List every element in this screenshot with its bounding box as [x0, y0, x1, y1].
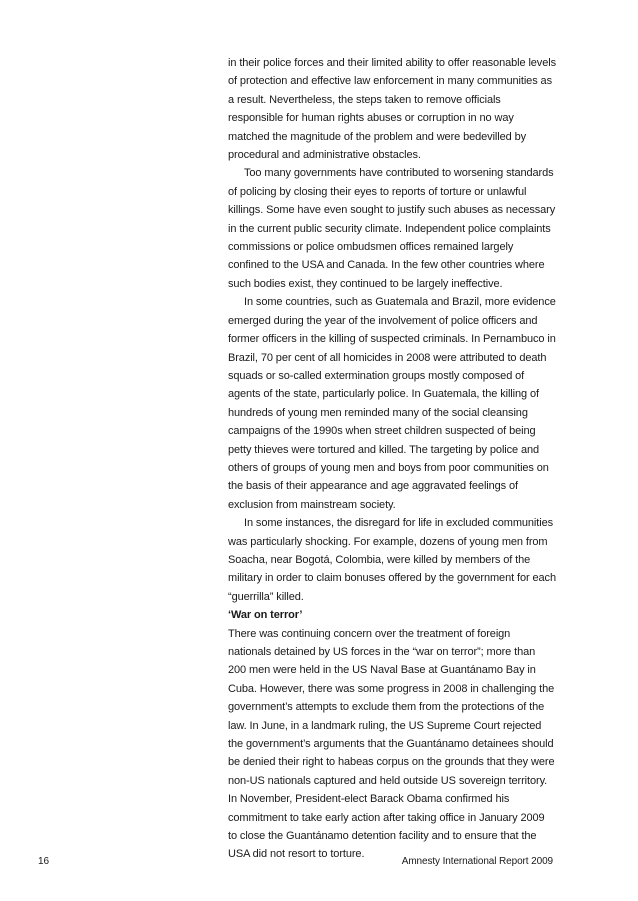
body-text [228, 54, 556, 864]
paragraph-continued: in their police forces and their limited ability to offer reasonable levels of protection and effective law enforcement in many communities as a result. Nevertheless, the steps taken to remove officials responsible for human rights abuses or corruption in no way matched the magnitude of the problem and were bedevilled by procedural and administrative obstacles. [228, 57, 556, 162]
paragraph: Too many governments have contributed to worsening standards of policing by closing their eyes to reports of torture or unlawful killings. Some have even sought to justify such abuses as necessary in the current public security climate. Independent police complaints commissions or police ombudsmen offices remained largely confined to the USA and Canada. In the few other countries where such bodies exist, they continued to be largely ineffective. [228, 167, 556, 290]
paragraph: In some countries, such as Guatemala and Brazil, more evidence emerged during the year of the involvement of police officers and former officers in the killing of suspected criminals. In Pernambuco in Brazil, 70 per cent of all homicides in 2008 were attributed to death squads or so-called extermination groups mostly composed of agents of the state, particularly police. In Guatemala, the killing of hundreds of young men reminded many of the social cleansing campaigns of the 1990s when street children suspected of being petty thieves were tortured and killed. The targeting by police and others of groups of young men and boys from poor communities on the basis of their appearance and age aggravated feelings of exclusion from mainstream society. [228, 296, 556, 511]
paragraph: There was continuing concern over the treatment of foreign nationals detained by US forces in the “war on terror”; more than 200 men were held in the US Naval Base at Guantánamo Bay in Cuba. However, there was some progress in 2008 in challenging the government’s attempts to exclude them from the protections of the law. In June, in a landmark ruling, the US Supreme Court rejected the government’s arguments that the Guantánamo detainees should be denied their right to habeas corpus on the grounds that they were non-US nationals captured and held outside US sovereign territory. In November, President-elect Barack Obama confirmed his commitment to take early action after taking office in January 2009 to close the Guantánamo detention facility and to ensure that the USA did not resort to torture. [228, 627, 555, 861]
paragraph: In some instances, the disregard for life in excluded communities was particularly shocking. For example, dozens of young men from Soacha, near Bogotá, Colombia, were killed by members of the military in order to claim bonuses offered by the government for each “guerrilla” killed. [228, 517, 556, 603]
section-heading: ‘War on terror’ [228, 609, 303, 622]
running-footer: Amnesty International Report 2009 [401, 856, 553, 867]
page-number: 16 [38, 856, 50, 867]
